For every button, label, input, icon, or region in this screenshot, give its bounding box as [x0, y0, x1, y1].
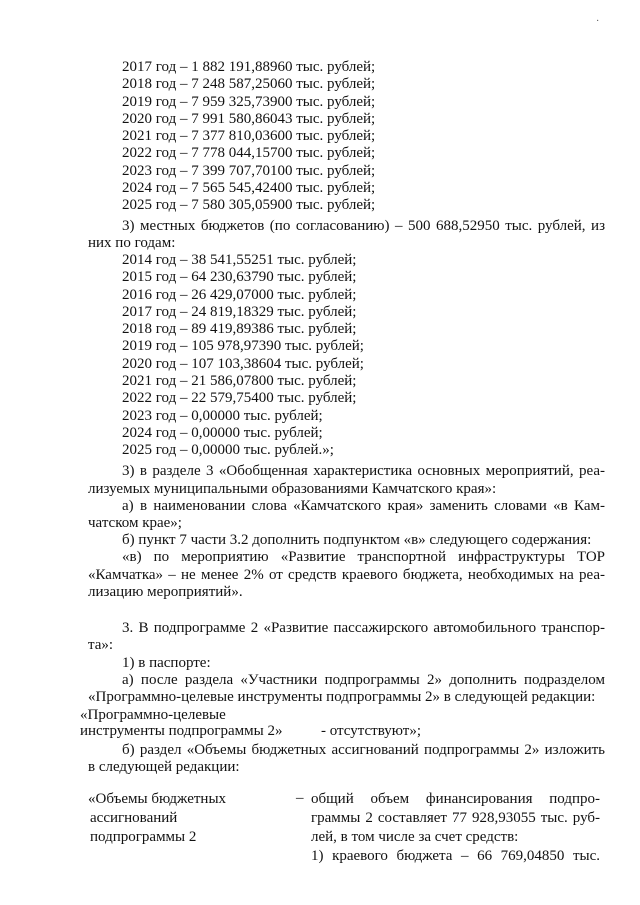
- passport-item: 1) в паспорте:: [122, 655, 211, 671]
- passport-b-line1: б) раздел «Объемы бюджетных ассигнований подпрограммы 2» изложить: [122, 742, 605, 758]
- section3-paragraph-line1: 3) в разделе 3 «Обобщенная характеристика основных мероприятий, реа-: [122, 463, 605, 479]
- corner-mark: ·: [596, 16, 600, 27]
- passport-a-line1: а) после раздела «Участники подпрограммы 2» дополнить подразделом: [122, 672, 605, 688]
- passport-b-line2: в следующей редакции:: [88, 759, 240, 775]
- subprogram2-heading-line1: 3. В подпрограмме 2 «Развитие пассажирского автомобильного транспор-: [122, 620, 605, 636]
- list-item: 2016 год – 26 429,07000 тыс. рублей;: [122, 286, 357, 303]
- item-b-paragraph: б) пункт 7 части 3.2 дополнить подпунктом «в» следующего содержания:: [122, 532, 592, 548]
- list-item: 2024 год – 0,00000 тыс. рублей;: [122, 424, 323, 441]
- table-label-line: «Объемы бюджетных: [88, 791, 227, 807]
- subprogram2-heading-line2: та»:: [88, 637, 114, 653]
- list-item: 2025 год – 7 580 305,05900 тыс. рублей;: [122, 197, 376, 214]
- table-value-line: 1) краевого бюджета – 66 769,04850 тыс.: [311, 848, 600, 864]
- quote-line3: лизацию мероприятий».: [88, 584, 243, 600]
- list-item: 2020 год – 107 103,38604 тыс. рублей;: [122, 355, 364, 372]
- list-item: 2018 год – 89 419,89386 тыс. рублей;: [122, 321, 357, 338]
- list-item: 2019 год – 7 959 325,73900 тыс. рублей;: [122, 93, 376, 110]
- list-item: 2023 год – 7 399 707,70100 тыс. рублей;: [122, 162, 376, 179]
- list-item: 2025 год – 0,00000 тыс. рублей.»;: [122, 442, 334, 459]
- table-value-line: лей, в том числе за счет средств:: [311, 829, 519, 845]
- quote-line2: «Камчатка» – не менее 2% от средств краевого бюджета, необходимых на реа-: [88, 567, 605, 583]
- list-item: 2019 год – 105 978,97390 тыс. рублей;: [122, 338, 364, 355]
- list-item: 2022 год – 7 778 044,15700 тыс. рублей;: [122, 145, 376, 162]
- item-a-line1: а) в наименовании слова «Камчатского края» заменить словами «в Кам-: [122, 498, 605, 514]
- passport-a-line3: «Программно-целевые: [80, 707, 226, 723]
- local-budgets-paragraph-line1: 3) местных бюджетов (по согласованию) – 500 688,52950 тыс. рублей, из: [122, 218, 605, 234]
- list-item: 2021 год – 21 586,07800 тыс. рублей;: [122, 373, 357, 390]
- list-item: 2022 год – 22 579,75400 тыс. рублей;: [122, 390, 357, 407]
- passport-a-absent: - отсутствуют»;: [321, 723, 421, 739]
- table-label-line: подпрограммы 2: [90, 829, 197, 845]
- item-a-line2: чатском крае»;: [88, 515, 182, 531]
- budget-table-value: [311, 790, 600, 866]
- quote-line1: «в) по мероприятию «Развитие транспортной инфраструктуры ТОР: [122, 549, 605, 565]
- list-item: 2015 год – 64 230,63790 тыс. рублей;: [122, 269, 357, 286]
- passport-a-line2: «Программно-целевые инструменты подпрограммы 2» в следующей редакции:: [88, 689, 596, 705]
- list-item: 2014 год – 38 541,55251 тыс. рублей;: [122, 252, 357, 268]
- table-value-line: граммы 2 составляет 77 928,93055 тыс. руб-: [311, 810, 600, 826]
- list-item: 2021 год – 7 377 810,03600 тыс. рублей;: [122, 128, 376, 145]
- section3-paragraph-line2: лизуемых муниципальными образованиями Камчатского края»:: [88, 481, 497, 497]
- list-item: 2018 год – 7 248 587,25060 тыс. рублей;: [122, 76, 376, 93]
- list-item: 2017 год – 1 882 191,88960 тыс. рублей;: [122, 59, 376, 75]
- local-budget-year-list: [122, 252, 364, 460]
- list-item: 2017 год – 24 819,18329 тыс. рублей;: [122, 303, 357, 320]
- table-dash: –: [296, 790, 304, 806]
- table-value-line: общий объем финансирования подпро-: [311, 791, 600, 807]
- list-item: 2023 год – 0,00000 тыс. рублей;: [122, 407, 323, 424]
- list-item: 2020 год – 7 991 580,86043 тыс. рублей;: [122, 110, 376, 127]
- budget-table-label: [88, 790, 278, 847]
- regional-budget-year-list: [122, 59, 375, 215]
- list-item: 2024 год – 7 565 545,42400 тыс. рублей;: [122, 180, 376, 197]
- local-budgets-paragraph-line2: них по годам:: [88, 235, 176, 251]
- table-label-line: ассигнований: [90, 810, 178, 826]
- passport-a-line4: инструменты подпрограммы 2»: [80, 723, 283, 739]
